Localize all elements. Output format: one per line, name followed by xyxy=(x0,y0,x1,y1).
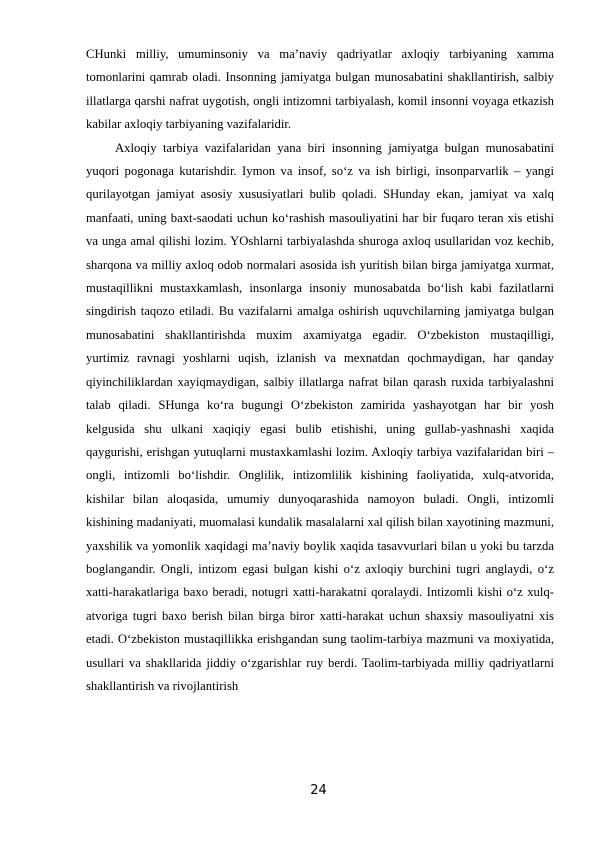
body-text xyxy=(86,43,554,698)
paragraph-1: CHunki milliy, umuminsoniy va ma’naviy qadriyatlar axloqiy tarbiyaning xamma tomonlarini qamrab oladi. Insonning jamiyatga bulgan munosabatini shakllantirish, salbiy illatlarga qarshi nafrat uygotish, ongli intizomni tarbiyalash, komil insonni voyaga etkazish kabilar axloqiy tarbiyaning vazifalaridir. xyxy=(86,47,554,132)
paragraph-2: Axloqiy tarbiya vazifalaridan yana biri insonning jamiyatga bulgan munosabatini yuqori pogonaga kutarishdir. Iymon va insof, so‘z va ish birligi, insonparvarlik – yangi qurilayotgan jamiyat asosiy xususiyatlari bulib qoladi. SHunday ekan, jamiyat va xalq manfaati, uning baxt-saodati uchun ko‘rashish masouliyatini har bir fuqaro teran xis etishi va unga amal qilishi lozim. YOshlarni tarbiyalashda shuroga axloq usullaridan voz kechib, sharqona va milliy axloq odob normalari asosida ish yuritish bilan birga jamiyatga xurmat, mustaqillikni mustaxkamlash, insonlarga insoniy munosabatda bo‘lish kabi fazilatlarni singdirish taqozo etiladi. Bu vazifalarni amalga oshirish uquvchilarning jamiyatga bulgan munosabatini shakllantirishda muxim axamiyatga egadir. O‘zbekiston mustaqilligi, yurtimiz ravnagi yoshlarni uqish, izlanish va mexnatdan qochmaydigan, har qanday qiyinchiliklardan xayiqmaydigan, salbiy illatlarga nafrat bilan qarash ruxida tarbiyalashni talab qiladi. SHunga ko‘ra bugungi O‘zbekiston zamirida yashayotgan har bir yosh kelgusida shu ulkani xaqiqiy egasi bulib etishishi, uning gullab-yashnashi xaqida qaygurishi, erishgan yutuqlarni mustaxkamlashi lozim. Axloqiy tarbiya vazifalaridan biri – ongli, intizomli bo‘lishdir. Onglilik, intizomlilik kishining faoliyatida, xulq-atvorida, kishilar bilan aloqasida, umumiy dunyoqarashida namoyon buladi. Ongli, intizomli kishining madaniyati, muomalasi kundalik masalalarni xal qilish bilan xayotining mazmuni, yaxshilik va yomonlik xaqidagi ma’naviy boylik xaqida tasavvurlari bilan u yoki bu tarzda boglangandir. Ongli, intizom egasi bulgan kishi o‘z axloqiy burchini tugri anglaydi, o‘z xatti-harakatlariga baxo beradi, notugri xatti-harakatni qoralaydi. Intizomli kishi o‘z xulq-atvoriga tugri baxo berish bilan birga biror xatti-harakat uchun shaxsiy masouliyatni xis etadi. O‘zbekiston mustaqillikka erishgandan sung taolim-tarbiya mazmuni va moxiyatida, usullari va shakllarida jiddiy o‘zgarishlar ruy berdi. Taolim-tarbiyada milliy qadriyatlarni shakllantirish va rivojlantirish xyxy=(86,140,554,693)
page-number: 24 xyxy=(310,783,327,798)
